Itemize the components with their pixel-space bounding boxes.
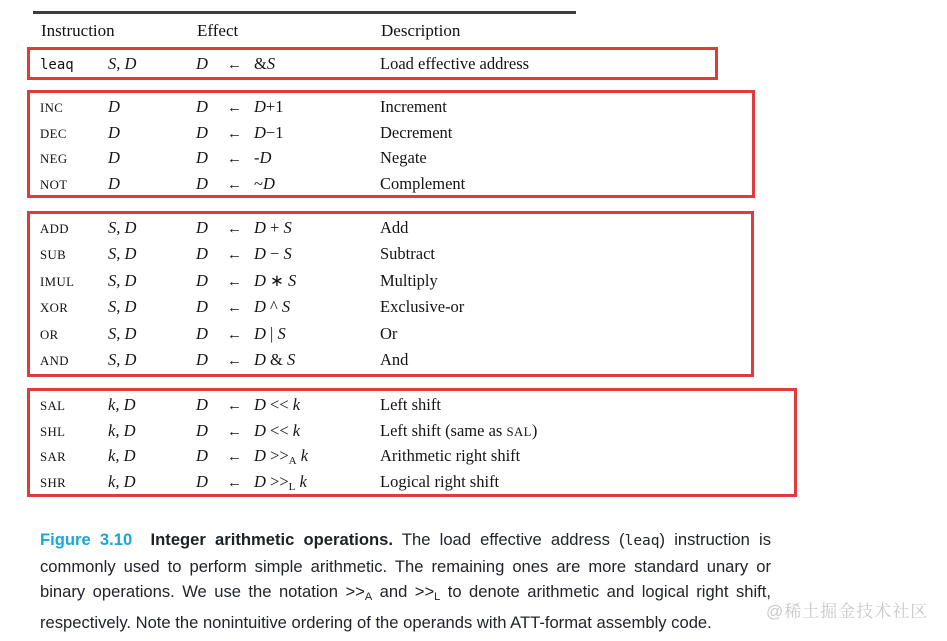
- highlight-box-load-effective-address: [27, 47, 718, 80]
- caption-text: leaq: [624, 532, 660, 549]
- instruction-name: ADD: [40, 222, 69, 236]
- instruction-operands: S, D: [108, 270, 137, 290]
- table-row: [30, 51, 715, 77]
- assign-arrow: ←: [227, 449, 242, 466]
- math-variable: S: [277, 323, 286, 343]
- effect-destination: D: [196, 148, 208, 167]
- math-variable: S: [288, 270, 297, 290]
- instruction-name: NOT: [40, 177, 68, 192]
- caption-text: ) instruction is commonly used to perform simple arithmetic. The remaining ones are more standard unary or binary operations. We use the notation: [40, 529, 772, 601]
- effect-expression: [254, 392, 380, 418]
- description-cell: Subtract: [380, 244, 435, 264]
- math-variable: D: [254, 297, 266, 317]
- math-variable: D: [254, 349, 266, 369]
- instruction-name: SAL: [40, 399, 66, 413]
- table-header-row: [41, 21, 901, 41]
- instruction-name: IMUL: [40, 274, 75, 289]
- effect-cell: [196, 469, 380, 501]
- table-header-description: Description: [381, 21, 461, 40]
- spacer: [393, 530, 402, 549]
- instruction-name: SUB: [40, 248, 67, 263]
- table-row: [30, 215, 751, 241]
- effect-expression: [254, 51, 380, 77]
- effect-destination: D: [196, 270, 208, 290]
- assign-arrow: ←: [227, 326, 242, 343]
- operator-text: &: [254, 54, 267, 73]
- operator-text: |: [265, 323, 278, 343]
- description-cell: And: [380, 349, 409, 369]
- description-cell: Multiply: [380, 270, 438, 290]
- instruction-operands: D: [108, 97, 120, 116]
- description-text: SAL: [506, 424, 532, 439]
- effect-destination: D: [196, 122, 208, 142]
- effect-expression: [254, 469, 380, 501]
- operator-text: >>: [265, 472, 289, 492]
- instruction-operands: S, D: [108, 297, 137, 317]
- instruction-name: AND: [40, 353, 69, 368]
- table-row: [30, 171, 752, 197]
- math-variable: D: [254, 395, 266, 414]
- effect-cell: [196, 392, 380, 420]
- description-cell: Left shift: [380, 395, 441, 414]
- table-row: [30, 469, 794, 495]
- effect-expression: [254, 120, 380, 146]
- instruction-name: INC: [40, 101, 64, 115]
- instruction-operands: k, D: [108, 420, 136, 440]
- figure-label: Figure 3.10: [40, 529, 133, 549]
- effect-expression: [254, 294, 380, 320]
- instruction-operands: D: [108, 173, 120, 193]
- instruction-operands: S, D: [108, 323, 137, 343]
- effect-expression: [254, 347, 380, 373]
- assign-arrow: ←: [227, 125, 242, 142]
- instruction-operands: k, D: [108, 395, 136, 414]
- instruction-name: SHL: [40, 424, 66, 439]
- table-header-effect: Effect: [197, 21, 239, 40]
- assign-arrow: ←: [227, 176, 242, 193]
- effect-expression: [254, 94, 380, 120]
- effect-cell: [196, 294, 380, 321]
- instruction-name: XOR: [40, 301, 69, 316]
- subscript: A: [364, 590, 373, 603]
- effect-cell: [196, 120, 380, 148]
- table-row: [30, 94, 752, 120]
- effect-destination: D: [196, 54, 208, 73]
- effect-cell: [196, 241, 380, 268]
- assign-arrow: ←: [227, 273, 242, 290]
- effect-destination: D: [196, 173, 208, 193]
- assign-arrow: ←: [227, 151, 242, 167]
- instruction-operands: S, D: [108, 349, 137, 369]
- effect-cell: [196, 347, 380, 374]
- math-variable: S: [283, 244, 292, 264]
- table-row: [30, 418, 794, 444]
- effect-cell: [196, 268, 380, 295]
- description-cell: Complement: [380, 173, 466, 193]
- effect-expression: [254, 268, 380, 294]
- figure-caption: [40, 527, 771, 635]
- effect-cell: [196, 145, 380, 173]
- math-variable: S: [287, 349, 296, 369]
- effect-expression: [254, 171, 380, 197]
- math-variable: D: [254, 472, 266, 492]
- table-row: [30, 443, 794, 469]
- instruction-operands: k, D: [108, 472, 136, 492]
- operator-text: <<: [265, 420, 293, 440]
- description-cell: Logical right shift: [380, 472, 500, 492]
- caption-text: >>: [345, 581, 365, 601]
- highlight-box-unary-operations: [27, 90, 755, 198]
- effect-expression: [254, 241, 380, 267]
- operator-text: ∗: [265, 270, 288, 290]
- spacer: [132, 530, 150, 549]
- table-row: [30, 268, 751, 294]
- figure-title: Integer arithmetic operations.: [150, 529, 393, 549]
- instruction-name: OR: [40, 327, 59, 342]
- effect-destination: D: [196, 218, 208, 237]
- effect-destination: D: [196, 349, 208, 369]
- effect-expression: [254, 321, 380, 347]
- math-variable: D: [254, 420, 266, 440]
- operator-text: &: [265, 349, 288, 369]
- math-variable: k: [300, 446, 309, 466]
- caption-text: >>: [414, 581, 435, 601]
- subscript: A: [288, 455, 297, 468]
- effect-cell: [196, 321, 380, 348]
- description-cell: [380, 418, 794, 446]
- assign-arrow: ←: [227, 221, 242, 237]
- effect-cell: [196, 215, 380, 242]
- assign-arrow: ←: [227, 352, 242, 369]
- caption-text: The load effective address (: [401, 529, 625, 549]
- effect-expression: [254, 418, 380, 444]
- instruction-operands: S, D: [108, 54, 137, 73]
- operator-text: +1: [265, 97, 284, 116]
- operator-text: >>: [265, 446, 289, 466]
- effect-destination: D: [196, 472, 208, 492]
- math-variable: S: [283, 218, 292, 237]
- instruction-name: SAR: [40, 450, 67, 465]
- table-row: [30, 392, 794, 418]
- math-variable: S: [266, 54, 276, 73]
- math-variable: D: [262, 173, 275, 193]
- description-cell: Negate: [380, 148, 427, 167]
- assign-arrow: ←: [227, 423, 242, 440]
- table-row: [30, 120, 752, 146]
- effect-destination: D: [196, 97, 208, 116]
- table-row: [30, 241, 751, 267]
- math-variable: D: [254, 270, 266, 290]
- description-cell: Add: [380, 218, 409, 237]
- effect-destination: D: [196, 323, 208, 343]
- description-cell: Increment: [380, 97, 447, 116]
- operator-text: −: [265, 244, 284, 264]
- highlight-box-binary-operations: [27, 211, 754, 377]
- operator-text: −1: [265, 122, 284, 142]
- instruction-name: leaq: [40, 57, 74, 73]
- highlight-box-shift-operations: [27, 388, 797, 497]
- math-variable: k: [299, 472, 307, 492]
- table-header-instruction: Instruction: [41, 21, 115, 40]
- effect-cell: [196, 418, 380, 446]
- effect-cell: [196, 51, 380, 78]
- operator-text: <<: [265, 395, 293, 414]
- math-variable: D: [259, 148, 272, 167]
- description-cell: Exclusive-or: [380, 297, 465, 317]
- operator-text: ^: [265, 297, 282, 317]
- assign-arrow: ←: [227, 475, 242, 492]
- instruction-operands: D: [108, 148, 120, 167]
- operator-text: ~: [254, 173, 263, 193]
- table-row: [30, 145, 752, 171]
- math-variable: D: [254, 122, 266, 142]
- table-row: [30, 294, 751, 320]
- description-cell: Load effective address: [380, 54, 530, 73]
- effect-destination: D: [196, 297, 208, 317]
- description-cell: Decrement: [380, 122, 453, 142]
- math-variable: S: [281, 297, 291, 317]
- assign-arrow: ←: [227, 57, 242, 73]
- effect-cell: [196, 171, 380, 199]
- watermark: @稀土掘金技术社区: [766, 602, 929, 621]
- operator-text: -: [254, 148, 260, 167]
- description-text: ): [531, 420, 538, 440]
- instruction-operands: D: [108, 122, 120, 142]
- instruction-operands: k, D: [108, 446, 136, 466]
- assign-arrow: ←: [227, 398, 242, 414]
- effect-destination: D: [196, 446, 208, 466]
- math-variable: k: [292, 395, 301, 414]
- effect-cell: [196, 94, 380, 122]
- math-variable: D: [254, 323, 266, 343]
- effect-expression: [254, 215, 380, 241]
- caption-text: to denote arithmetic and logical right shift, respectively. Note the nonintuitive ordering of the operands with ATT-format assembly code.: [40, 581, 772, 632]
- math-variable: k: [292, 420, 301, 440]
- subscript: L: [288, 481, 296, 494]
- table-row: [30, 347, 751, 373]
- effect-destination: D: [196, 244, 208, 264]
- math-variable: D: [254, 97, 266, 116]
- instruction-operands: S, D: [108, 218, 137, 237]
- assign-arrow: ←: [227, 247, 242, 264]
- description-cell: Or: [380, 323, 398, 343]
- effect-destination: D: [196, 395, 208, 414]
- math-variable: D: [254, 446, 266, 466]
- assign-arrow: ←: [227, 100, 242, 116]
- caption-text: and: [372, 581, 415, 601]
- operator-text: +: [265, 218, 284, 237]
- table-row: [30, 321, 751, 347]
- instruction-name: DEC: [40, 126, 67, 141]
- effect-expression: [254, 145, 380, 171]
- instruction-name: SHR: [40, 476, 67, 491]
- instruction-name: NEG: [40, 152, 68, 166]
- description-cell: Arithmetic right shift: [380, 446, 521, 466]
- assign-arrow: ←: [227, 300, 242, 317]
- math-variable: D: [254, 244, 266, 264]
- subscript: L: [434, 590, 441, 603]
- table-top-rule: [33, 11, 576, 14]
- description-text: Left shift (same as: [380, 420, 507, 440]
- effect-destination: D: [196, 420, 208, 440]
- instruction-operands: S, D: [108, 244, 137, 264]
- math-variable: D: [254, 218, 266, 237]
